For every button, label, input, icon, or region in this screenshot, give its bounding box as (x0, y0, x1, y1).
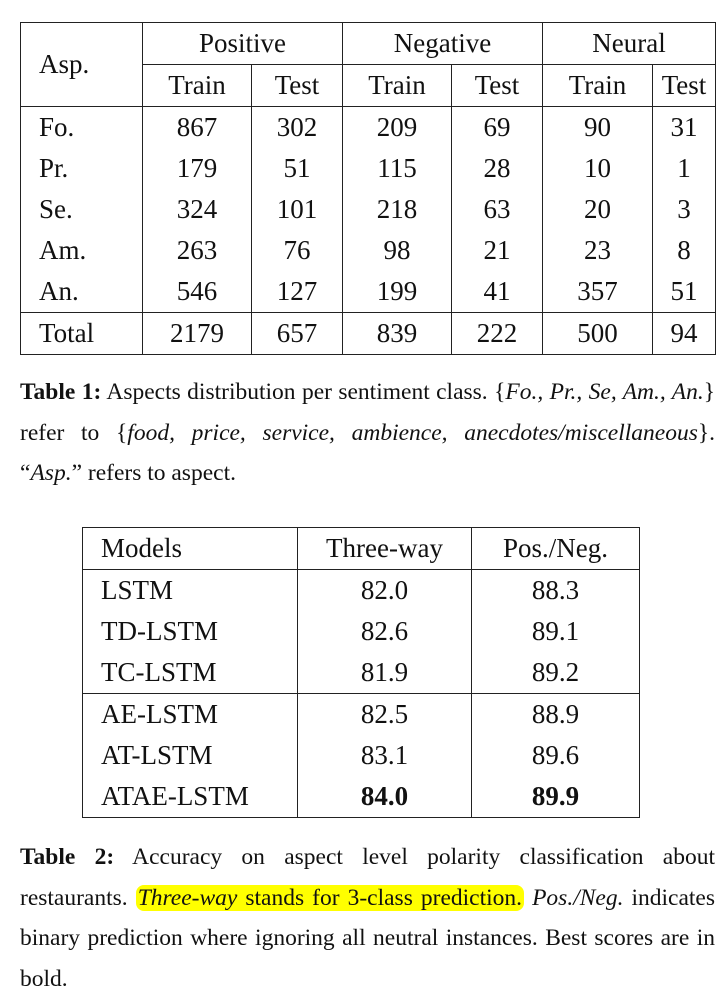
cell: 179 (143, 148, 252, 189)
header-train: Train (143, 65, 252, 107)
score: 82.5 (360, 699, 409, 729)
caption-text: indicates binary prediction where ignoring all neutral instances. Best scores are in bold. (20, 884, 716, 992)
caption-label: Table 2: (20, 844, 115, 870)
total-row (21, 313, 716, 355)
cell: 199 (343, 271, 452, 313)
row-label: Se. (21, 189, 143, 230)
caption-text: Aspects distribution per sentiment class. { (101, 379, 506, 405)
header-test: Test (252, 65, 343, 107)
cell: 76 (252, 230, 343, 271)
cell: 21 (452, 230, 543, 271)
three-way-score (298, 735, 472, 776)
cell: 357 (543, 271, 653, 313)
caption-text: Accuracy on aspect level polarity classification about restaurants. (20, 844, 715, 911)
cell: 500 (543, 313, 653, 355)
table-row (21, 189, 716, 230)
caption-italic: Three-way (137, 884, 238, 911)
cell: 302 (252, 107, 343, 149)
header-pos-neg: Pos./Neg. (472, 528, 640, 570)
caption-italic: Fo., Pr., Se, Am., An. (505, 379, 704, 405)
score: 81.9 (360, 657, 409, 687)
model-name: AE-LSTM (83, 694, 298, 736)
cell: 2179 (143, 313, 252, 355)
caption-text: ” refers to aspect. (71, 460, 236, 486)
header-positive: Positive (143, 23, 343, 65)
score: 82.6 (360, 616, 409, 646)
table2-caption (20, 837, 715, 999)
header-models: Models (83, 528, 298, 570)
row-label: Total (21, 313, 143, 355)
model-name: ATAE-LSTM (83, 776, 298, 818)
header-three-way: Three-way (298, 528, 472, 570)
score: 88.9 (531, 699, 580, 729)
cell: 867 (143, 107, 252, 149)
table1-caption (20, 372, 715, 494)
score: 89.1 (531, 616, 580, 646)
cell: 23 (543, 230, 653, 271)
cell: 127 (252, 271, 343, 313)
cell: 218 (343, 189, 452, 230)
header-negative: Negative (343, 23, 543, 65)
three-way-score (298, 611, 472, 652)
cell: 94 (653, 313, 716, 355)
table-row (83, 694, 640, 736)
cell: 263 (143, 230, 252, 271)
caption-italic: Asp. (30, 460, 72, 486)
table-row (21, 107, 716, 149)
score: 83.1 (360, 740, 409, 770)
cell: 28 (452, 148, 543, 189)
cell: 10 (543, 148, 653, 189)
three-way-score (298, 652, 472, 694)
score: 82.0 (360, 575, 409, 605)
caption-text: } refer to { (20, 379, 716, 446)
header-train: Train (343, 65, 452, 107)
model-name: TC-LSTM (83, 652, 298, 694)
header-test: Test (452, 65, 543, 107)
model-accuracy-table (82, 527, 640, 818)
cell: 546 (143, 271, 252, 313)
three-way-score (298, 694, 472, 736)
score: 89.2 (531, 657, 580, 687)
cell: 51 (653, 271, 716, 313)
header-neural: Neural (543, 23, 716, 65)
pos-neg-score (472, 735, 640, 776)
three-way-score (298, 776, 472, 818)
score: 89.6 (531, 740, 580, 770)
table-row (83, 652, 640, 694)
table-row (83, 570, 640, 612)
pos-neg-score (472, 694, 640, 736)
table-row (21, 148, 716, 189)
caption-italic: food, price, service, ambience, anecdotes/miscellaneous (127, 419, 698, 446)
cell: 8 (653, 230, 716, 271)
cell: 41 (452, 271, 543, 313)
header-train: Train (543, 65, 653, 107)
table-row (21, 230, 716, 271)
cell: 657 (252, 313, 343, 355)
table-row (21, 271, 716, 313)
row-label: An. (21, 271, 143, 313)
cell: 98 (343, 230, 452, 271)
model-name: TD-LSTM (83, 611, 298, 652)
pos-neg-score (472, 611, 640, 652)
three-way-score (298, 570, 472, 612)
pos-neg-score (472, 776, 640, 818)
cell: 1 (653, 148, 716, 189)
cell: 63 (452, 189, 543, 230)
model-name: AT-LSTM (83, 735, 298, 776)
table-row (83, 776, 640, 818)
cell: 222 (452, 313, 543, 355)
cell: 115 (343, 148, 452, 189)
cell: 31 (653, 107, 716, 149)
score: 84.0 (360, 781, 409, 811)
model-name: LSTM (83, 570, 298, 612)
pos-neg-score (472, 652, 640, 694)
caption-text: stands for 3-class prediction. (237, 884, 523, 911)
row-label: Am. (21, 230, 143, 271)
row-label: Pr. (21, 148, 143, 189)
cell: 69 (452, 107, 543, 149)
score: 89.9 (531, 781, 580, 811)
aspect-distribution-table (20, 22, 716, 355)
table-row (83, 611, 640, 652)
highlighted-text (136, 885, 524, 911)
cell: 20 (543, 189, 653, 230)
pos-neg-score (472, 570, 640, 612)
cell: 101 (252, 189, 343, 230)
table-row (83, 735, 640, 776)
cell: 3 (653, 189, 716, 230)
caption-text: }. “ (20, 419, 716, 486)
cell: 324 (143, 189, 252, 230)
caption-text (524, 885, 532, 911)
cell: 51 (252, 148, 343, 189)
cell: 90 (543, 107, 653, 149)
score: 88.3 (531, 575, 580, 605)
cell: 839 (343, 313, 452, 355)
row-label: Fo. (21, 107, 143, 149)
cell: 209 (343, 107, 452, 149)
header-asp: Asp. (21, 23, 143, 107)
header-test: Test (653, 65, 716, 107)
caption-italic: Pos./Neg. (532, 884, 624, 911)
caption-label: Table 1: (20, 379, 102, 405)
